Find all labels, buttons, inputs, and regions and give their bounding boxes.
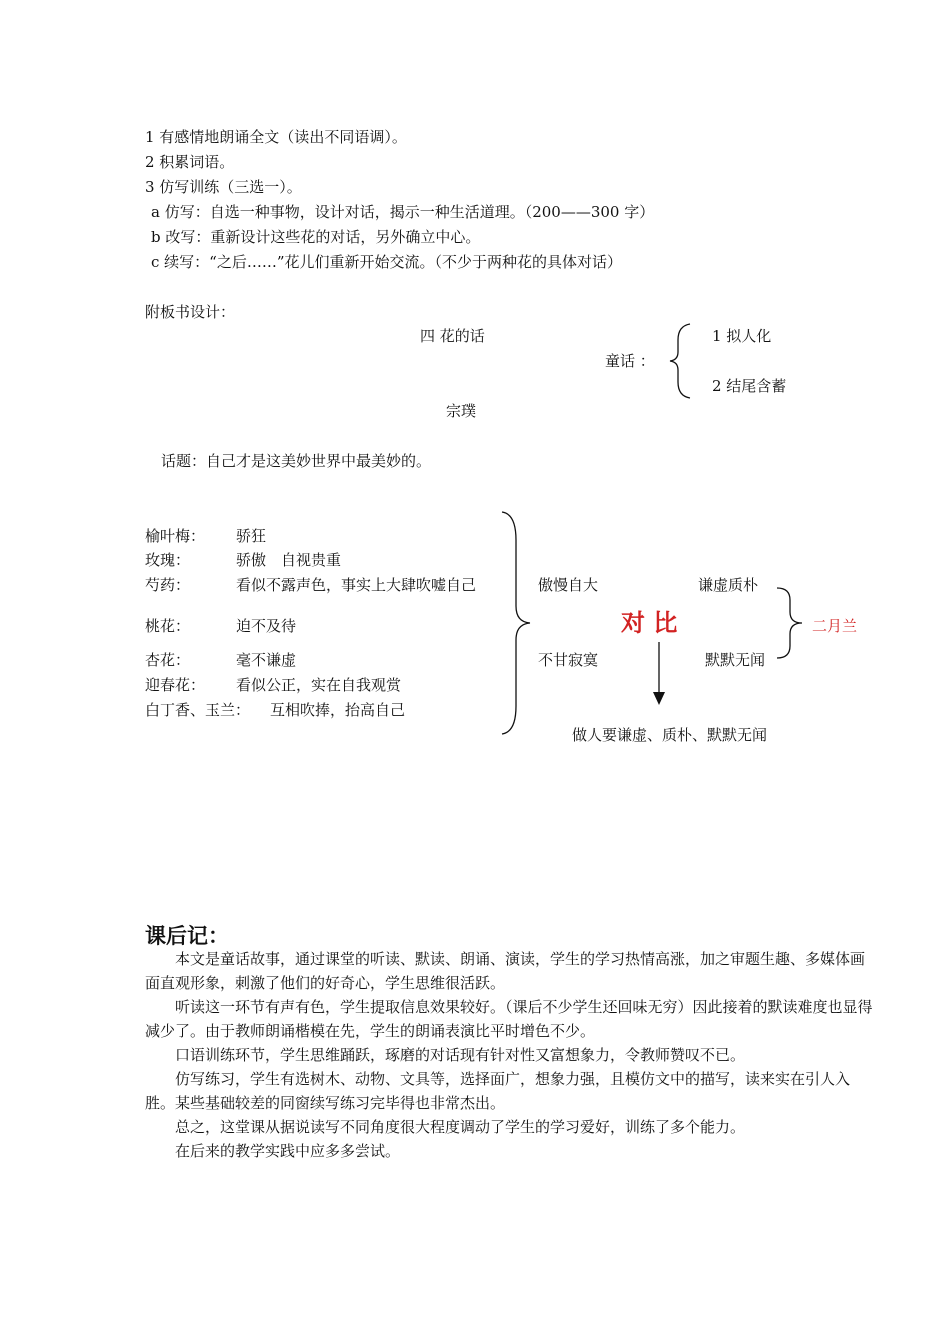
flower-name: 玫瑰： bbox=[145, 551, 191, 569]
flower-trait: 互相吹捧，抬高自己 bbox=[270, 701, 406, 719]
flower-trait: 看似不露声色，事实上大肆吹嘘自己 bbox=[236, 576, 477, 594]
summary-humble: 谦虚质朴 bbox=[698, 576, 759, 594]
afterword-paragraph: 本文是童话故事，通过课堂的听读、默读、朗诵、演读，学生的学习热情高涨，加之审题生趣、多媒体画面直观形象，刺激了他们的好奇心，学生思维很活跃。 bbox=[145, 950, 866, 992]
summary-arrogant: 傲慢自大 bbox=[538, 576, 599, 594]
homework-sub-a: a 仿写：自选一种事物，设计对话，揭示一种生活道理。（200——300 字） bbox=[151, 203, 655, 221]
flowers-brace bbox=[502, 512, 530, 734]
flower-trait: 骄狂 bbox=[236, 527, 267, 545]
lesson-title: 四 花的话 bbox=[420, 327, 485, 345]
homework-item-3: 3 仿写训练（三选一）。 bbox=[145, 178, 302, 196]
orchid-label: 二月兰 bbox=[812, 617, 858, 635]
topic-line: 话题：自己才是这美妙世界中最美妙的。 bbox=[161, 452, 432, 470]
afterword-paragraph: 口语训练环节，学生思维踊跃，琢磨的对话现有针对性又富想象力，令教师赞叹不已。 bbox=[175, 1046, 746, 1064]
orchid-brace bbox=[777, 588, 802, 658]
contrast-label: 对 比 bbox=[621, 609, 678, 637]
homework-item-2: 2 积累词语。 bbox=[145, 153, 235, 171]
flower-name: 榆叶梅： bbox=[145, 527, 206, 545]
flower-trait: 看似公正，实在自我观赏 bbox=[236, 676, 402, 694]
lesson-author: 宗璞 bbox=[446, 402, 477, 420]
flower-trait: 迫不及待 bbox=[236, 617, 297, 635]
homework-item-1: 1 有感情地朗诵全文（读出不同语调）。 bbox=[145, 128, 407, 146]
summary-quiet: 默默无闻 bbox=[705, 651, 766, 669]
genre-point-2: 2 结尾含蓄 bbox=[712, 377, 787, 395]
afterword-paragraph: 听读这一环节有声有色，学生提取信息效果较好。（课后不少学生还回味无穷）因此接着的默读难度也显得减少了。由于教师朗诵楷模在先，学生的朗诵表演比平时增色不少。 bbox=[145, 998, 873, 1040]
down-arrow-head bbox=[653, 692, 665, 705]
genre-label: 童话 ： bbox=[605, 352, 655, 370]
homework-sub-b: b 改写：重新设计这些花的对话，另外确立中心。 bbox=[151, 228, 481, 246]
flower-name: 杏花： bbox=[145, 651, 191, 669]
genre-point-1: 1 拟人化 bbox=[712, 327, 772, 345]
flower-name: 白丁香、玉兰： bbox=[145, 701, 251, 719]
homework-sub-c: c 续写：“之后……”花儿们重新开始交流。（不少于两种花的具体对话） bbox=[151, 253, 623, 271]
flower-trait: 毫不谦虚 bbox=[236, 651, 297, 669]
afterword-paragraph: 总之，这堂课从据说读写不同角度很大程度调动了学生的学习爱好，训练了多个能力。 bbox=[175, 1118, 746, 1136]
board-heading: 附板书设计： bbox=[145, 303, 236, 321]
afterword-body bbox=[145, 947, 875, 1163]
afterword-paragraph: 仿写练习，学生有选树木、动物、文具等，选择面广，想象力强，且模仿文中的描写，读来实在引人入胜。某些基础较差的同窗续写练习完毕得也非常杰出。 bbox=[145, 1070, 851, 1112]
flower-name: 芍药： bbox=[145, 576, 191, 594]
afterword-paragraph: 在后来的教学实践中应多多尝试。 bbox=[175, 1142, 401, 1160]
genre-brace bbox=[670, 324, 690, 398]
flower-name: 迎春花： bbox=[145, 676, 206, 694]
afterword-heading: 课后记： bbox=[145, 923, 229, 948]
summary-restless: 不甘寂寞 bbox=[538, 651, 599, 669]
conclusion-line: 做人要谦虚、质朴、默默无闻 bbox=[572, 726, 768, 744]
flower-name: 桃花： bbox=[145, 617, 191, 635]
flower-trait: 骄傲 自视贵重 bbox=[236, 551, 342, 569]
